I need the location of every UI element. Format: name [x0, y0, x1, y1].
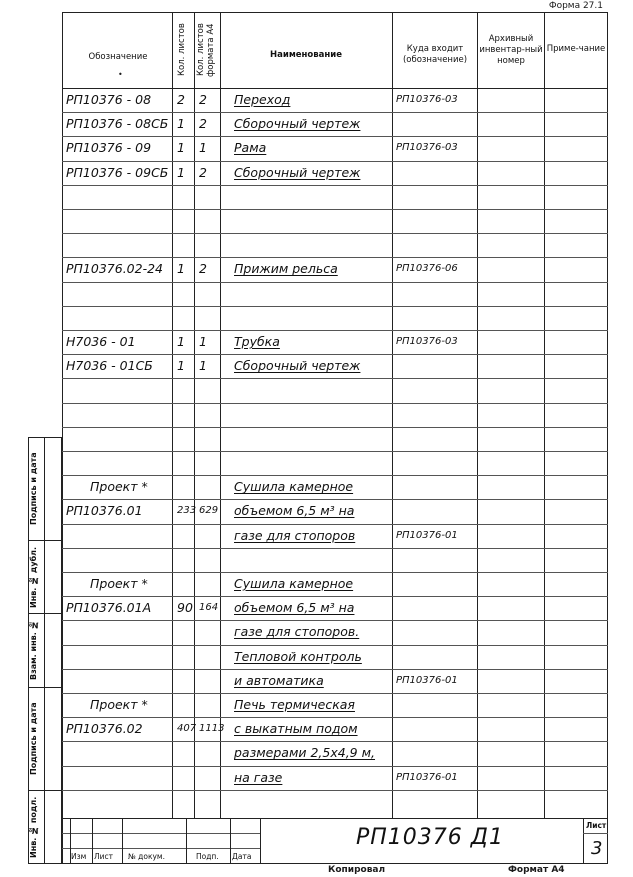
row-sheets: 1 — [177, 358, 185, 374]
stamp-doc-no: № докум. — [128, 852, 165, 861]
row-sheets: 1 — [177, 164, 185, 180]
row-name: объемом 6,5 м³ на — [234, 503, 355, 519]
row-name: Прижим рельса — [234, 261, 338, 277]
row-name: газе для стопоров — [234, 527, 356, 543]
row-name: Сушила камерное — [234, 576, 354, 591]
row-designation: РП10376.02 — [66, 721, 143, 737]
row-line — [62, 475, 608, 476]
row-sheets-a4: 2 — [199, 261, 207, 277]
row-sheets-a4: 1113 — [199, 723, 225, 735]
stamp-podp: Подп. — [196, 852, 219, 861]
row-line — [62, 185, 608, 186]
row-line — [62, 766, 608, 767]
row-designation: РП10376 - 08СБ — [66, 116, 169, 132]
stamp-doc-code: РП10376 Д1 — [356, 825, 504, 850]
row-sheets: 90 — [177, 600, 193, 616]
row-designation: Проект * — [90, 697, 148, 712]
row-sheets-a4: 2 — [199, 164, 207, 180]
row-designation: Н7036 - 01 — [66, 334, 136, 349]
row-line — [62, 741, 608, 742]
row-line — [62, 354, 608, 355]
row-line — [62, 669, 608, 670]
footer-copied: Копировал — [328, 865, 386, 875]
row-name: Трубка — [234, 334, 280, 349]
row-sheets: 407 — [177, 723, 197, 735]
header-designation: Обозначение — [88, 52, 148, 62]
row-name: Рама — [234, 140, 267, 156]
row-where-used: РП10376-01 — [396, 529, 458, 541]
header-sheets-a4: Кол. листов формата А4 — [196, 23, 216, 77]
row-line — [62, 572, 608, 573]
row-sheets-a4: 2 — [199, 116, 207, 132]
row-line — [62, 306, 608, 307]
side-inv-dubl: Инв. № дубл. — [29, 546, 38, 608]
row-name: Сборочный чертеж — [234, 358, 361, 374]
row-sheets-a4: 1 — [199, 140, 207, 156]
row-name: и автоматика — [234, 672, 324, 688]
row-line — [62, 451, 608, 452]
row-sheets: 1 — [177, 261, 185, 277]
side-sign-date-bottom: Подпись и дата — [29, 702, 38, 776]
stamp-izm: Изм — [71, 852, 87, 861]
row-sheets: 1 — [177, 116, 185, 132]
row-line — [62, 403, 608, 404]
row-sheets: 1 — [177, 140, 185, 156]
stamp-sheet-label: Лист — [586, 821, 607, 830]
row-line — [62, 112, 608, 113]
row-line — [62, 209, 608, 210]
row-line — [62, 524, 608, 525]
row-name: Переход — [234, 92, 291, 107]
stamp-sheet-no: 3 — [591, 838, 603, 859]
header-note: Приме-чание — [546, 44, 606, 54]
row-line — [62, 717, 608, 718]
row-where-used: РП10376-01 — [396, 674, 458, 686]
row-line — [62, 645, 608, 646]
header-dot: • — [118, 70, 123, 79]
row-name: Сборочный чертеж — [234, 116, 361, 132]
row-line — [62, 136, 608, 137]
row-line — [62, 548, 608, 549]
row-line — [62, 378, 608, 379]
row-name: Тепловой контроль — [234, 648, 362, 664]
row-line — [62, 790, 608, 791]
row-designation: РП10376.01 — [66, 503, 143, 519]
row-line — [62, 499, 608, 500]
row-designation: Н7036 - 01СБ — [66, 358, 153, 374]
row-designation: РП10376 - 08 — [66, 92, 152, 107]
side-sign-date-top: Подпись и дата — [29, 452, 38, 526]
header-sheets-count: Кол. листов — [177, 23, 187, 77]
stamp-list: Лист — [94, 852, 114, 861]
row-line — [62, 596, 608, 597]
row-designation: РП10376.02-24 — [66, 261, 163, 277]
row-name: газе для стопоров. — [234, 624, 360, 640]
row-line — [62, 620, 608, 621]
row-where-used: РП10376-03 — [396, 94, 458, 105]
row-where-used: РП10376-03 — [396, 142, 458, 154]
row-line — [62, 257, 608, 258]
footer-format: Формат А4 — [508, 865, 565, 875]
row-name: размерами 2,5х4,9 м, — [234, 745, 376, 761]
row-sheets-a4: 164 — [199, 602, 219, 614]
row-name: Печь термическая — [234, 697, 355, 712]
row-where-used: РП10376-01 — [396, 771, 458, 783]
header-where-used: Куда входит (обозначение) — [402, 44, 468, 65]
row-sheets-a4: 2 — [199, 92, 207, 107]
row-designation: РП10376 - 09СБ — [66, 164, 169, 180]
row-designation: РП10376 - 09 — [66, 140, 152, 156]
row-line — [62, 330, 608, 331]
row-name: объемом 6,5 м³ на — [234, 600, 355, 616]
row-line — [62, 282, 608, 283]
row-sheets: 233 — [177, 505, 197, 517]
row-sheets-a4: 1 — [199, 358, 207, 374]
header-archive-no: Архивный инвентар-ный номер — [479, 34, 543, 66]
row-line — [62, 427, 608, 428]
row-sheets: 2 — [177, 92, 185, 107]
row-name: Сборочный чертеж — [234, 164, 361, 180]
row-sheets-a4: 1 — [199, 334, 207, 349]
row-name: Сушила камерное — [234, 479, 354, 495]
row-name: с выкатным подом — [234, 721, 358, 737]
side-vzam-inv: Взам. инв. № — [29, 620, 38, 681]
row-where-used: РП10376-06 — [396, 263, 458, 275]
row-where-used: РП10376-03 — [396, 336, 458, 347]
row-name: на газе — [234, 769, 283, 785]
stamp-data: Дата — [232, 852, 252, 861]
row-line — [62, 161, 608, 162]
row-designation: Проект * — [90, 576, 148, 591]
row-sheets-a4: 629 — [199, 505, 219, 517]
row-line — [62, 693, 608, 694]
form-label: Форма 27.1 — [548, 1, 603, 11]
row-designation: Проект * — [90, 479, 148, 495]
side-inv-podl: Инв. № подл. — [29, 796, 38, 859]
header-name: Наименование — [270, 50, 342, 60]
row-designation: РП10376.01А — [66, 600, 152, 616]
row-sheets: 1 — [177, 334, 185, 349]
row-line — [62, 233, 608, 234]
